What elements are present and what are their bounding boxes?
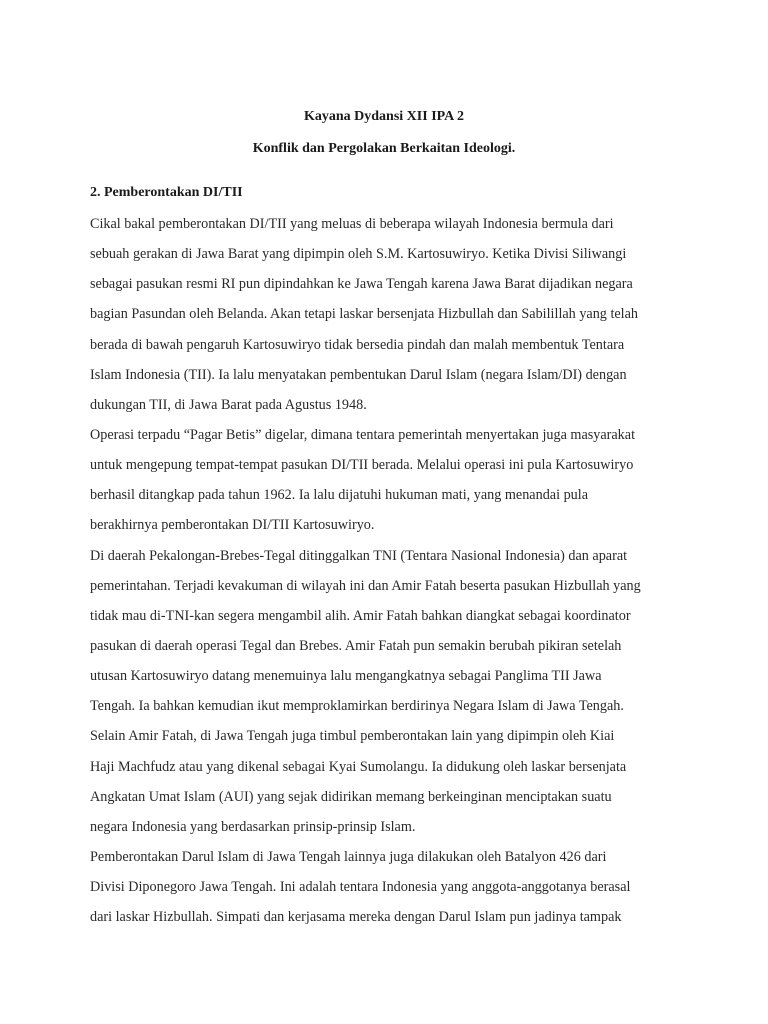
document-title: Konflik dan Pergolakan Berkaitan Ideologi.: [252, 141, 516, 156]
text-line: Di daerah Pekalongan-Brebes-Tegal ditinggalkan TNI (Tentara Nasional Indonesia) dan aparat: [90, 547, 628, 564]
author-line: Kayana Dydansi XII IPA 2: [303, 109, 464, 124]
text-line: Islam Indonesia (TII). Ia lalu menyatakan pembentukan Darul Islam (negara Islam/DI) dengan: [90, 366, 627, 383]
text-line: sebuah gerakan di Jawa Barat yang dipimpin oleh S.M. Kartosuwiryo. Ketika Divisi Siliwangi: [90, 246, 627, 263]
text-line: bagian Pasundan oleh Belanda. Akan tetapi laskar bersenjata Hizbullah dan Sabilillah yang telah: [90, 306, 639, 323]
text-line: negara Indonesia yang berdasarkan prinsip-prinsip Islam.: [90, 818, 416, 835]
text-line: Angkatan Umat Islam (AUI) yang sejak didirikan memang berkeinginan menciptakan suatu: [90, 788, 612, 805]
text-line: Operasi terpadu “Pagar Betis” digelar, dimana tentara pemerintah menyertakan juga masyarakat: [90, 426, 636, 443]
section-heading: 2. Pemberontakan DI/TII: [90, 185, 243, 200]
text-line: pemerintahan. Terjadi kevakuman di wilayah ini dan Amir Fatah beserta pasukan Hizbullah yang: [90, 577, 641, 594]
text-line: sebagai pasukan resmi RI pun dipindahkan ke Jawa Tengah karena Jawa Barat dijadikan negara: [90, 276, 633, 293]
text-line: Tengah. Ia bahkan kemudian ikut memproklamirkan berdirinya Negara Islam di Jawa Tengah.: [90, 698, 624, 715]
text-line: Selain Amir Fatah, di Jawa Tengah juga timbul pemberontakan lain yang dipimpin oleh Kiai: [90, 728, 615, 745]
text-line: berada di bawah pengaruh Kartosuwiryo tidak bersedia pindah dan malah membentuk Tentara: [90, 336, 625, 353]
text-line: untuk mengepung tempat-tempat pasukan DI/TII berada. Melalui operasi ini pula Kartosuwiryo: [90, 457, 634, 474]
body-text: [90, 209, 690, 932]
text-line: Cikal bakal pemberontakan DI/TII yang meluas di beberapa wilayah Indonesia bermula dari: [90, 216, 614, 232]
text-line: dukungan TII, di Jawa Barat pada Agustus 1948.: [90, 396, 367, 413]
text-line: berakhirnya pemberontakan DI/TII Kartosuwiryo.: [90, 517, 375, 534]
text-line: dari laskar Hizbullah. Simpati dan kerjasama mereka dengan Darul Islam pun jadinya tampak: [90, 909, 622, 926]
text-line: berhasil ditangkap pada tahun 1962. Ia lalu dijatuhi hukuman mati, yang menandai pula: [90, 487, 589, 504]
text-line: Divisi Diponegoro Jawa Tengah. Ini adalah tentara Indonesia yang anggota-anggotanya berasal: [90, 879, 631, 896]
text-line: tidak mau di-TNI-kan segera mengambil alih. Amir Fatah bahkan diangkat sebagai koordinator: [90, 607, 631, 624]
text-line: pasukan di daerah operasi Tegal dan Brebes. Amir Fatah pun semakin berubah pikiran setelah: [90, 637, 622, 654]
text-line: Pemberontakan Darul Islam di Jawa Tengah lainnya juga dilakukan oleh Batalyon 426 dari: [90, 848, 607, 865]
text-line: utusan Kartosuwiryo datang menemuinya lalu mengangkatnya sebagai Panglima TII Jawa: [90, 668, 602, 685]
text-line: Haji Machfudz atau yang dikenal sebagai Kyai Sumolangu. Ia didukung oleh laskar bersenjata: [90, 758, 627, 775]
